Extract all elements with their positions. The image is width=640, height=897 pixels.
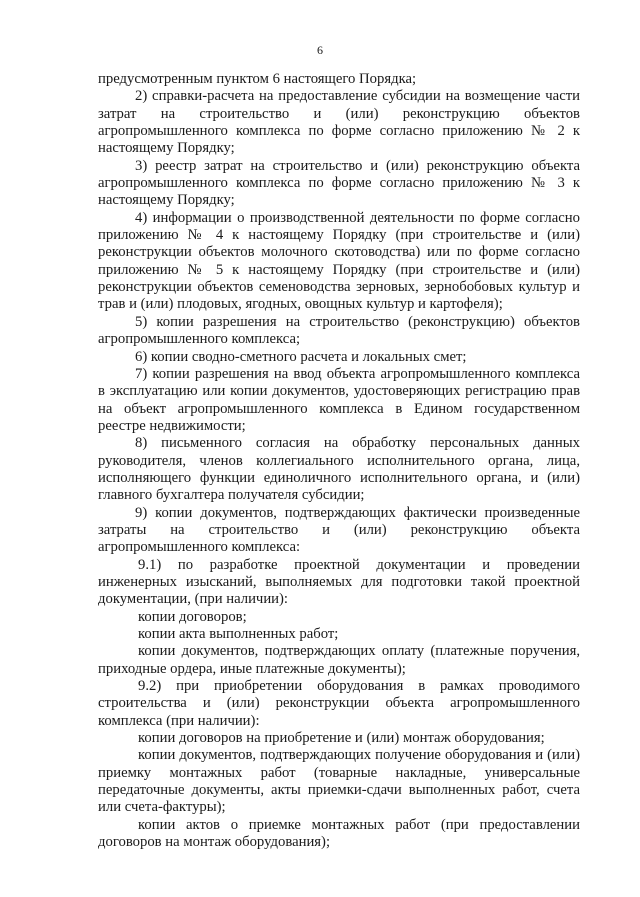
paragraph-item-2: 2) справки-расчета на предоставление субсидии на возмещение части затрат на строительство и (или) реконструкцию объектов агропромышленного комплекса по форме согласно приложению № 2 к настоящему Порядку; <box>98 88 580 157</box>
paragraph-subitem-equipment-contracts: копии договоров на приобретение и (или) монтаж оборудования; <box>138 730 545 747</box>
paragraph-item-9-1: 9.1) по разработке проектной документации и проведении инженерных изысканий, выполняемых для подготовки такой проектной документации, (при наличии): <box>98 556 580 608</box>
page-number: 6 <box>317 43 323 57</box>
paragraph-item-7: 7) копии разрешения на ввод объекта агропромышленного комплекса в эксплуатацию или копии документов, удостоверяющих регистрацию прав на объект агропромышленного комплекса в Едином государственном реестре недвижимости; <box>98 365 580 434</box>
paragraph-item-8: 8) письменного согласия на обработку персональных данных руководителя, членов коллегиального исполнительного органа, лица, исполняющего функции единоличного исполнительного органа, и (или) главного бухгалтера получателя субсидии; <box>98 435 580 504</box>
document-body <box>98 71 580 851</box>
paragraph-subitem-contracts: копии договоров; <box>138 608 247 625</box>
paragraph-subitem-installation-acts: копии актов о приемке монтажных работ (при предоставлении договоров на монтаж оборудования); <box>98 816 580 851</box>
paragraph-item-6: 6) копии сводно-сметного расчета и локальных смет; <box>135 348 467 365</box>
paragraph-item-3: 3) реестр затрат на строительство и (или) реконструкцию объекта агропромышленного комплекса по форме согласно приложению № 3 к настоящему Порядку; <box>98 157 580 209</box>
paragraph-continuation: предусмотренным пунктом 6 настоящего Порядка; <box>98 71 417 87</box>
paragraph-item-5: 5) копии разрешения на строительство (реконструкцию) объектов агропромышленного комплекса; <box>98 313 580 348</box>
paragraph-subitem-work-act: копии акта выполненных работ; <box>138 626 339 642</box>
paragraph-subitem-equipment-receipt: копии документов, подтверждающих получение оборудования и (или) приемку монтажных работ (товарные накладные, универсальные передаточные документы, акты приемки-сдачи выполненных работ, счета или счета-фактуры); <box>98 747 580 816</box>
paragraph-item-9: 9) копии документов, подтверждающих фактически произведенные затраты на строительство и (или) реконструкцию объекта агропромышленного комплекса: <box>98 504 580 556</box>
paragraph-item-4: 4) информации о производственной деятельности по форме согласно приложению № 4 к настоящему Порядку (при строительстве и (или) реконструкции объектов молочного скотоводства) или по форме согласно приложению № 5 к настоящему Порядку (при строительстве и (или) реконструкции объектов семеноводства зерновых, зернобобовых культур и трав и (или) плодовых, ягодных, овощных культур и картофеля); <box>98 209 580 313</box>
paragraph-subitem-payment-docs: копии документов, подтверждающих оплату (платежные поручения, приходные ордера, иные платежные документы); <box>98 643 580 677</box>
paragraph-item-9-2: 9.2) при приобретении оборудования в рамках проводимого строительства и (или) реконструкции объекта агропромышленного комплекса (при наличии): <box>98 678 580 729</box>
